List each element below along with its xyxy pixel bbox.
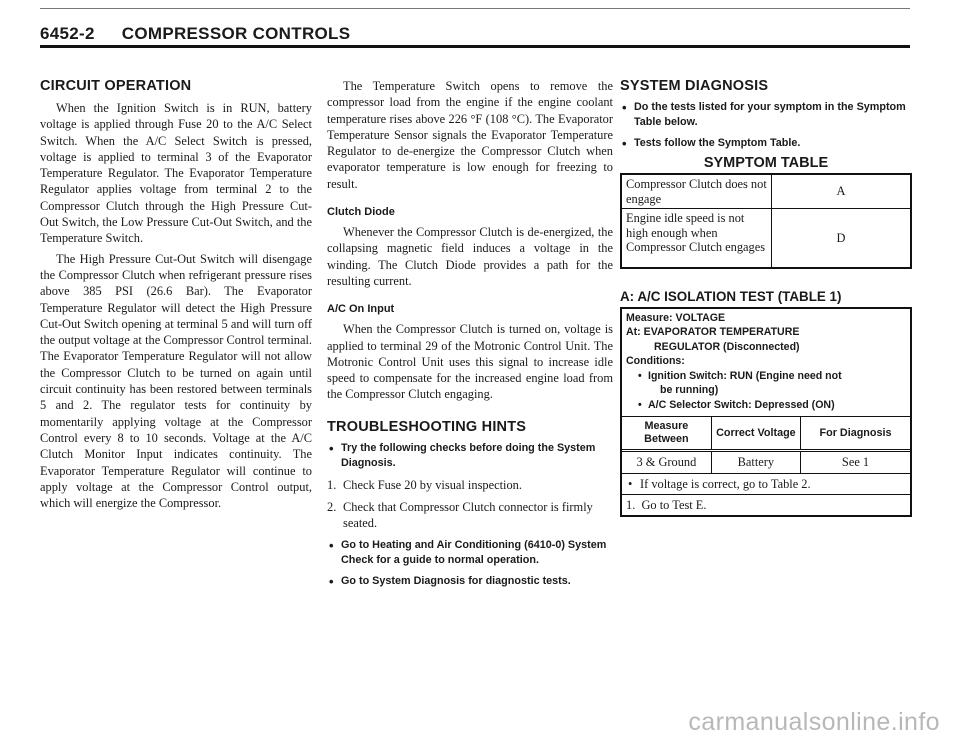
isolation-test-footer [622, 474, 910, 515]
table-row [621, 209, 911, 268]
step-number: 1. [327, 477, 337, 492]
isolation-test-conditions [622, 309, 910, 418]
column-header: Correct Voltage [711, 417, 800, 451]
condition-2: • A/C Selector Switch: Depressed (ON) [626, 398, 906, 413]
correct-voltage-cell: Battery [711, 451, 800, 474]
table-row [621, 174, 911, 209]
column-header: Measure Between [622, 417, 711, 451]
isolation-test-table [622, 417, 910, 474]
page-number: 6452-2 [40, 24, 95, 43]
step-text: Check Fuse 20 by visual inspection. [343, 477, 522, 492]
isolation-test-box [620, 307, 912, 518]
conditions-label: Conditions: [626, 355, 685, 367]
system-diagnosis-heading: SYSTEM DIAGNOSIS [620, 78, 769, 94]
watermark: carmanualsonline.info [688, 708, 940, 736]
table-header-row [622, 417, 910, 451]
troubleshooting-bullet-2: • Go to Heating and Air Conditioning (6410-0) System Check for a guide to normal operation. [327, 538, 613, 568]
troubleshooting-heading: TROUBLESHOOTING HINTS [327, 418, 527, 435]
table-ref-cell: D [772, 209, 912, 268]
at-line-2: REGULATOR (Disconnected) [654, 340, 800, 353]
diagnosis-cell: See 1 [801, 451, 910, 474]
circuit-operation-column [40, 78, 312, 511]
symptom-table [620, 173, 912, 269]
circuit-operation-paragraph-2: The High Pressure Cut-Out Switch will disengage the Compressor Clutch when refrigerant pressure rises above 385 PSI (26.6 Bar). The Evaporator Temperature Regulator will detect the High Pressure Cut-Out Switch opening at terminal 5 and will turn off the output voltage at the Compressor Control terminal. The Evaporator Temperature Regulator will not allow the Compressor Clutch to be turned on again until circuit continuity has been restored between terminals 5 and 2. The regulator tests for continuity by momentarily applying voltage at the Compressor Control every 8 to 10 seconds. Voltage at the A/C Clutch Monitor Input indicates continuity. The Evaporator Temperature Regulator will continue to apply voltage at the Compressor Control output, which will energize the Compressor. [40, 251, 312, 511]
measure-line: Measure: VOLTAGE [626, 311, 726, 324]
middle-column [327, 78, 613, 595]
step-number: 2. [327, 500, 337, 515]
diagnosis-bullet-2: • Tests follow the Symptom Table. [620, 136, 912, 151]
ac-on-input-paragraph: When the Compressor Clutch is turned on, voltage is applied to terminal 29 of the Motronic Control Unit. The Motronic Control Unit uses this signal to increase idle speed to compensate for the increased engine load from the Compressor Clutch engaging. [327, 322, 613, 402]
page-header [40, 24, 910, 44]
voltage-correct-note: • If voltage is correct, go to Table 2. [622, 476, 910, 495]
troubleshooting-step-2 [327, 499, 613, 532]
ac-on-input-heading: A/C On Input [327, 303, 395, 316]
troubleshooting-step-1 [327, 477, 613, 493]
temperature-switch-paragraph: The Temperature Switch opens to remove the compressor load from the engine if the engine coolant temperature rises above 226 °F (108 °C). The Evaporator Temperature Sensor signals the Evaporator Temperature Regulator to de-energize the Compressor Clutch when evaporator temperature is low enough for freezing to result. [327, 79, 613, 191]
condition-1b: be running) [660, 384, 719, 396]
symptom-cell: Compressor Clutch does not engage [621, 174, 772, 209]
diagnosis-bullet-1: • Do the tests listed for your symptom in the Symptom Table below. [620, 100, 912, 130]
measure-between-cell: 3 & Ground [622, 451, 711, 474]
top-rule [40, 8, 910, 9]
system-diagnosis-column [620, 78, 912, 517]
symptom-cell: Engine idle speed is not high enough when Compressor Clutch engages [621, 209, 772, 268]
isolation-test-title: A: A/C ISOLATION TEST (TABLE 1) [620, 288, 842, 304]
symptom-table-title: SYMPTOM TABLE [703, 155, 829, 171]
step-text: Check that Compressor Clutch connector is firmly seated. [343, 500, 593, 531]
troubleshooting-bullet-1: • Try the following checks before doing the System Diagnosis. [327, 441, 613, 471]
at-line: At: EVAPORATOR TEMPERATURE [626, 326, 800, 338]
column-header: For Diagnosis [801, 417, 910, 451]
circuit-operation-paragraph-1: When the Ignition Switch is in RUN, battery voltage is applied through Fuse 20 to the A/C Select Switch. When the A/C Select Switch is pressed, voltage is applied to terminal 3 of the Evaporator Temperature Regulator. The Evaporator Temperature Regulator applies voltage from terminal 2 to the Compressor Clutch through the High Pressure Cut-Out Switch, the Low Pressure Cut-Out Switch, and the Temperature Switch. [40, 101, 312, 246]
table-ref-cell: A [772, 174, 912, 209]
circuit-operation-heading: CIRCUIT OPERATION [40, 78, 192, 94]
table-row [622, 451, 910, 474]
troubleshooting-bullet-3: • Go to System Diagnosis for diagnostic tests. [327, 574, 613, 589]
condition-1: • Ignition Switch: RUN (Engine need not [626, 369, 906, 384]
clutch-diode-paragraph: Whenever the Compressor Clutch is de-energized, the collapsing magnetic field induces a voltage in the winding. The Clutch Diode provides a path for the resulting current. [327, 225, 613, 288]
section-title: COMPRESSOR CONTROLS [121, 24, 351, 43]
header-rule [40, 45, 910, 48]
go-to-test-step: 1. Go to Test E. [626, 498, 707, 512]
clutch-diode-heading: Clutch Diode [327, 206, 395, 219]
